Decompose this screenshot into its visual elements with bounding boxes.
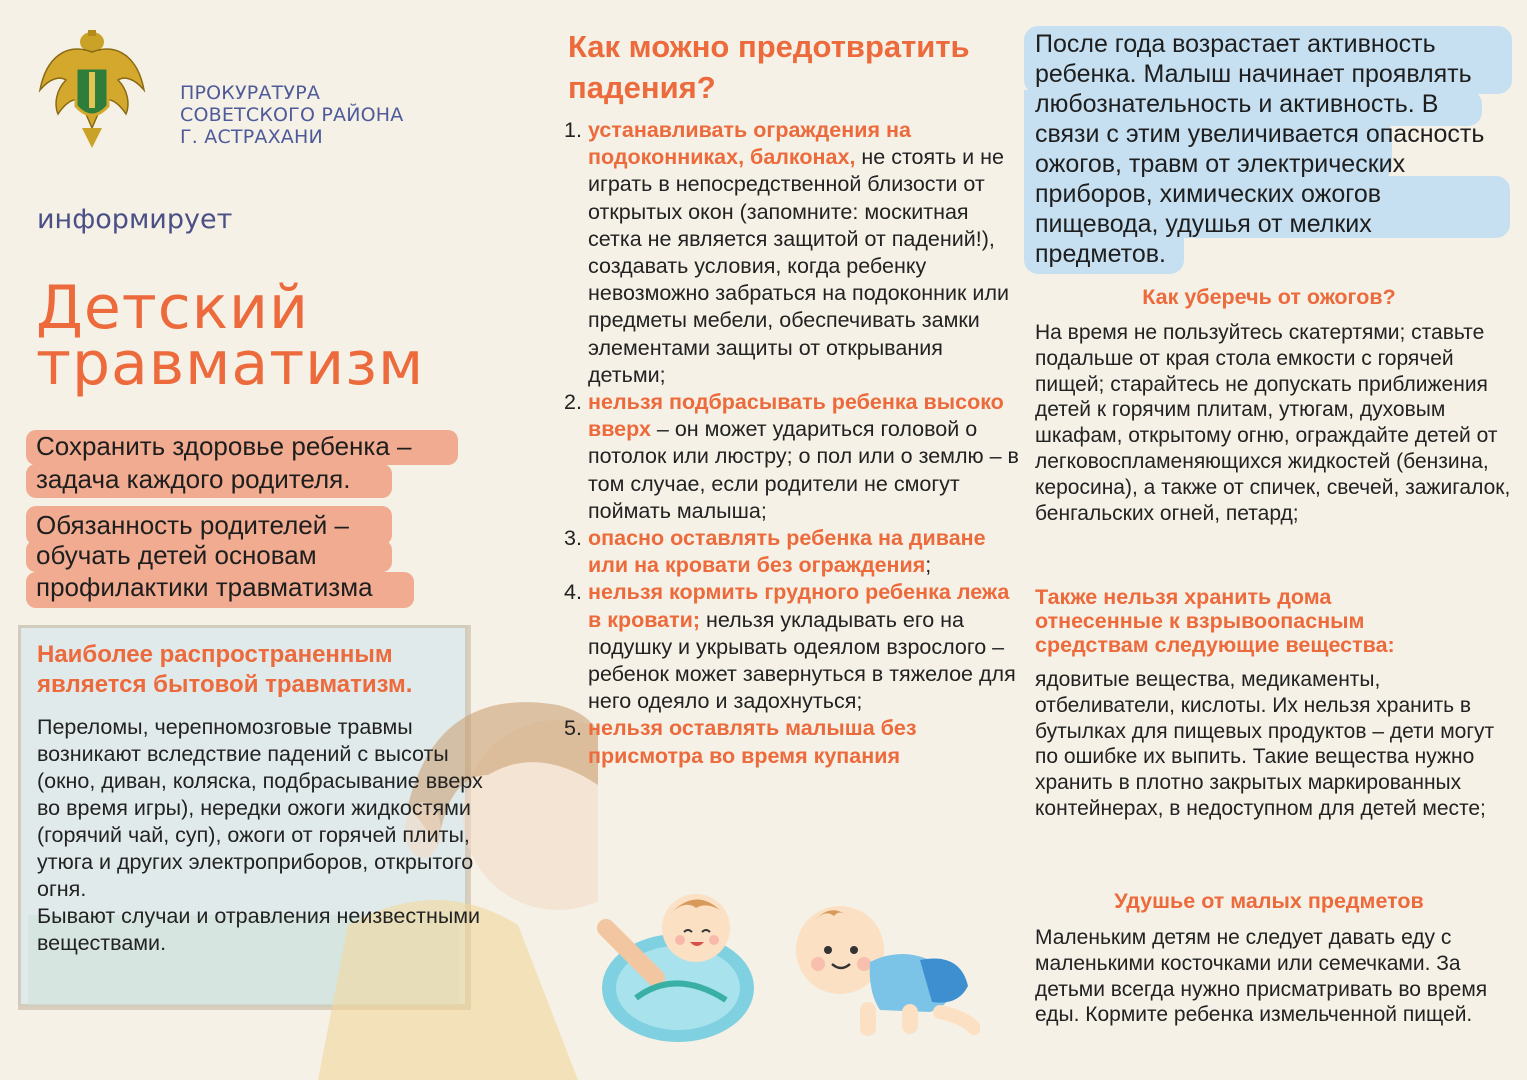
- callout-text: Сохранить здоровье ребенка –: [36, 431, 412, 461]
- item-emphasis: нельзя подбрасывать ребенка высоко вверх: [588, 390, 1004, 442]
- burns-heading: Как уберечь от ожогов?: [1142, 285, 1396, 309]
- prevention-list: [564, 117, 1020, 770]
- item-number: 5.: [564, 716, 582, 741]
- list-item: [564, 579, 1020, 715]
- callout-health: [26, 430, 458, 465]
- crawling-baby-illustration: [790, 902, 980, 1042]
- callout-health-2: [26, 464, 392, 498]
- item-emphasis: нельзя оставлять малыша без присмотра во время купания: [588, 716, 917, 768]
- section-heading: Наиболее распространенным является бытовой травматизм.: [37, 641, 413, 698]
- org-line: Г. АСТРАХАНИ: [180, 126, 323, 148]
- item-number: 3.: [564, 526, 582, 551]
- item-number: 1.: [564, 118, 582, 142]
- list-item: [564, 715, 1020, 769]
- org-line: СОВЕТСКОГО РАЙОНА: [180, 104, 404, 126]
- burns-text: На время не пользуйтесь скатертями; ставьте подальше от края стола емкости с горячей пищей; старайтесь не допускать приближения детей к горячим плитам, утюгам, духовым шкафам, открытому огню, ограждайте детей от легковоспламеняющихся жидкостей (бензина, керосина), а также от спичек, свечей, зажигалок, бенгальских огней, петард;: [1035, 321, 1511, 525]
- bathing-baby-illustration: [596, 888, 756, 1048]
- item-number: 2.: [564, 390, 582, 415]
- list-item: [564, 525, 1020, 579]
- item-number: 4.: [564, 580, 582, 605]
- item-emphasis: нельзя кормить грудного ребенка лежа в кровати;: [588, 580, 1010, 632]
- item-text: – он может удариться головой о потолок или люстру; о пол или о землю – в том случае, если родители не смогут поймать малыша;: [588, 417, 1019, 523]
- eagle-emblem-icon: [36, 28, 148, 150]
- callout-duty-3: [26, 572, 414, 608]
- common-injuries-section: [37, 640, 497, 957]
- storage-heading: Также нельзя хранить дома отнесенные к взрывоопасным средствам следующие вещества:: [1035, 585, 1395, 657]
- callout-text: Обязанность родителей –: [36, 510, 349, 540]
- callout-text: обучать детей основам: [36, 540, 317, 570]
- item-emphasis: устанавливать ограждения на подоконниках, балконах,: [588, 118, 911, 170]
- org-line: ПРОКУРАТУРА: [180, 82, 321, 104]
- item-text: ;: [925, 553, 932, 578]
- storage-text: ядовитые вещества, медикаменты, отбеливатели, кислоты. Их нельзя хранить в бутылках для пищевых продуктов – дети могут по ошибке их выпить. Такие вещества нужно хранить в плотно закрытых маркированных контейнерах, в недоступном для детей месте;: [1035, 668, 1495, 820]
- list-item: [564, 389, 1020, 525]
- section-text: Бывают случаи и отравления неизвестными веществами.: [37, 904, 481, 955]
- emblem: [36, 28, 148, 150]
- title-line: травматизм: [36, 329, 425, 399]
- item-text: не стоять и не играть в непосредственной близости от открытых окон (запомните: москитная сетка не является защитой от падений!), создавать условия, когда ребенку невозможно забраться на подоконник или предметы мебели, обеспечивать замки элементами защиты от открывания детьми;: [588, 145, 1009, 387]
- section-text: Переломы, черепномозговые травмы возникают вследствие падений с высоты (окно, диван, коляска, подбрасывание вверх во время игры), нередки ожоги жидкостями (горячий чай, суп), ожоги от горячей плиты, утюга и других электроприборов, открытого огня.: [37, 715, 483, 901]
- callout-text: профилактики травматизма: [36, 572, 373, 602]
- informs-label: информирует: [37, 204, 233, 235]
- prevent-title: Как можно предотвратить падения?: [568, 29, 970, 105]
- choking-text: Маленьким детям не следует давать еду с маленькими косточками или семечками. За детьми всегда нужно присматривать во время еды. Кормите ребенка измельченной пищей.: [1035, 926, 1488, 1027]
- list-item: [564, 117, 1020, 389]
- activity-text: После года возрастает активность ребенка. Малыш начинает проявлять любознательность и активность. В связи с этим увеличивается опасность ожогов, травм от электрических приборов, химических ожогов пищевода, удушья от мелких предметов.: [1035, 30, 1485, 268]
- callout-text: задача каждого родителя.: [36, 464, 351, 494]
- choking-heading: Удушье от малых предметов: [1114, 889, 1424, 913]
- organization-name: [180, 82, 403, 148]
- callout-duty-2: [26, 540, 392, 572]
- title-line: Детский: [36, 273, 309, 343]
- page-title: [36, 273, 425, 399]
- item-emphasis: опасно оставлять ребенка на диване или на кровати без ограждения: [588, 526, 986, 578]
- item-text: нельзя укладывать его на подушку и укрывать одеялом взрослого – ребенок может завернуться в тяжелое для него одеяло и задохнуться;: [588, 607, 1016, 714]
